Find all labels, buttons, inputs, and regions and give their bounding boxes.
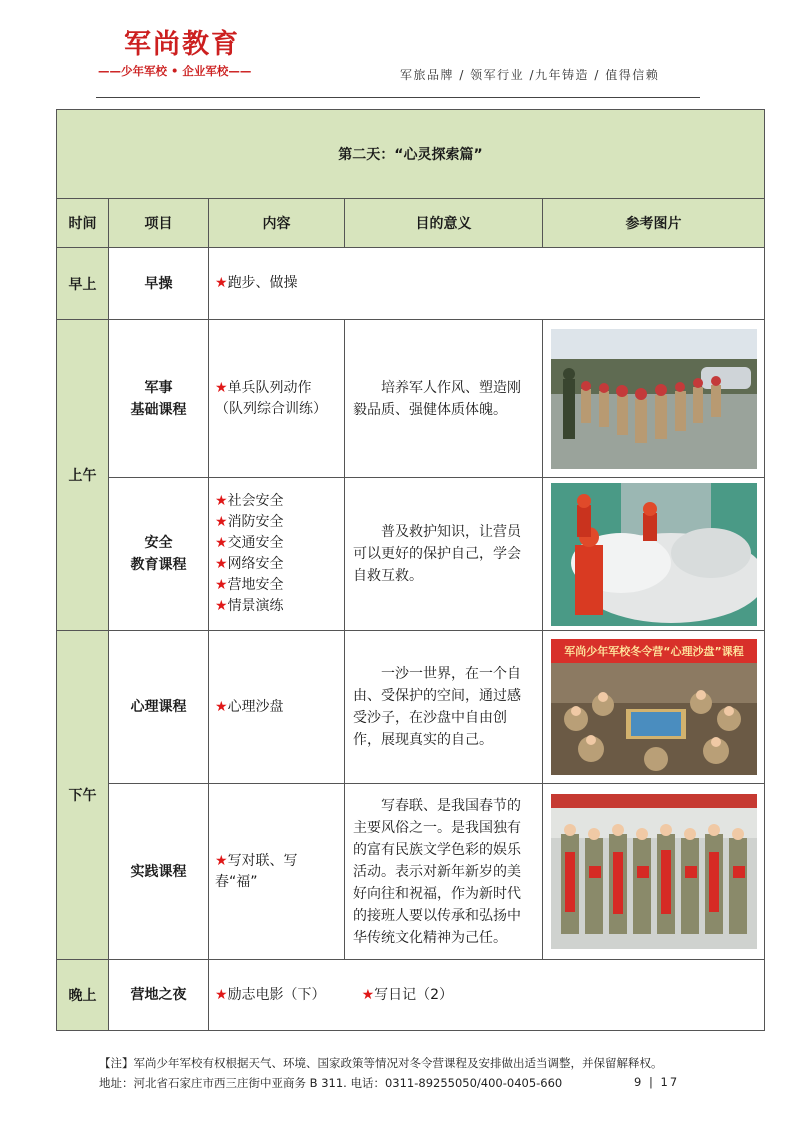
- star-icon: ★: [215, 698, 228, 715]
- item-label: [109, 478, 209, 631]
- content-text: 单兵队列动作: [227, 379, 312, 396]
- item-label: 营地之夜: [109, 960, 209, 1031]
- column-header: 内容: [209, 199, 345, 248]
- table-row: [57, 478, 765, 631]
- star-icon: ★: [215, 275, 228, 291]
- table-row: [57, 784, 765, 960]
- star-icon: ★: [215, 556, 228, 572]
- content-text: 励志电影（下）: [227, 986, 326, 1003]
- photo-military-drill: [551, 329, 757, 469]
- purpose-text: 一沙一世界，在一个自由、受保护的空间，通过感受沙子，在沙盘中自由创作，展现真实的自己。: [345, 631, 543, 784]
- photo-fire-drill: [551, 483, 757, 626]
- star-icon: ★: [361, 986, 375, 1003]
- item-label: [109, 320, 209, 478]
- reference-photo-cell: [543, 784, 765, 960]
- schedule-table: [56, 109, 765, 1031]
- period-label: 上午: [57, 320, 109, 631]
- reference-photo-cell: [543, 631, 765, 784]
- page-number: 9 | 17: [634, 1075, 680, 1089]
- content-cell: [209, 478, 345, 631]
- star-icon: ★: [215, 514, 228, 530]
- item-line: 安全: [144, 535, 173, 551]
- item-line: 基础课程: [130, 401, 187, 418]
- star-icon: ★: [215, 852, 228, 869]
- photo-sandplay: [551, 639, 757, 775]
- table-row: [57, 631, 765, 784]
- content-text: 营地安全: [227, 577, 284, 593]
- photo-banner-text: 军尚少年军校冬令营“心理沙盘”课程: [563, 645, 744, 658]
- item-line: 军事: [144, 379, 173, 396]
- content-text: 情景演练: [227, 598, 284, 614]
- content-text: 跑步、做操: [227, 275, 298, 291]
- column-header: 项目: [109, 199, 209, 248]
- content-text: （队列综合训练）: [215, 400, 327, 417]
- content-cell: [209, 320, 345, 478]
- table-title: 第二天：“心灵探索篇”: [57, 110, 765, 199]
- table-header-row: [57, 199, 765, 248]
- star-icon: ★: [215, 535, 228, 551]
- header-divider: [96, 97, 700, 98]
- reference-photo-cell: [543, 320, 765, 478]
- item-label: 早操: [109, 248, 209, 320]
- item-line: 教育课程: [130, 557, 187, 573]
- footer-address: 地址：河北省石家庄市西三庄街中亚商务 B 311. 电话：0311-89255050/400-0405-660: [99, 1076, 563, 1090]
- table-row: [57, 960, 765, 1031]
- star-icon: ★: [215, 577, 228, 593]
- content-cell: [209, 631, 345, 784]
- column-header: 参考图片: [543, 199, 765, 248]
- logo-title: 军尚教育: [124, 29, 240, 60]
- column-header: 目的意义: [345, 199, 543, 248]
- footer-note: 【注】军尚少年军校有权根据天气、环境、国家政策等情况对冬令营课程及安排做出适当调整，并保留解释权。: [99, 1056, 663, 1070]
- star-icon: ★: [215, 986, 228, 1003]
- purpose-text: 普及救护知识，让营员可以更好的保护自己，学会自救互救。: [345, 478, 543, 631]
- reference-photo-cell: [543, 478, 765, 631]
- star-icon: ★: [215, 598, 228, 614]
- star-icon: ★: [215, 493, 228, 509]
- photo-couplets: [551, 794, 757, 949]
- content-text: 网络安全: [227, 556, 284, 572]
- content-text: 交通安全: [227, 535, 284, 551]
- period-label: 早上: [57, 248, 109, 320]
- content-cell: [209, 248, 765, 320]
- item-label: 心理课程: [109, 631, 209, 784]
- period-label: 下午: [57, 631, 109, 960]
- purpose-text: 培养军人作风、塑造刚毅品质、强健体质体魄。: [345, 320, 543, 478]
- content-cell: [209, 784, 345, 960]
- content-cell: [209, 960, 765, 1031]
- content-text: 心理沙盘: [227, 698, 284, 715]
- table-row: [57, 320, 765, 478]
- content-text: 写对联、写春“福”: [215, 852, 298, 890]
- item-label: 实践课程: [109, 784, 209, 960]
- column-header: 时间: [57, 199, 109, 248]
- logo-subtitle: ——少年军校 • 企业军校——: [98, 64, 252, 78]
- content-text: 社会安全: [227, 493, 284, 509]
- star-icon: ★: [215, 379, 228, 396]
- content-text: 写日记（2）: [374, 986, 454, 1003]
- period-label: 晚上: [57, 960, 109, 1031]
- purpose-text: 写春联、是我国春节的主要风俗之一。是我国独有的富有民族文学色彩的娱乐活动。表示对新年新岁的美好向往和祝福，作为新时代的接班人要以传承和弘扬中华传统文化精神为己任。: [345, 784, 543, 960]
- header-slogan: 军旅品牌 / 领军行业 /九年铸造 / 值得信赖: [400, 68, 660, 82]
- table-row: [57, 248, 765, 320]
- content-text: 消防安全: [227, 514, 284, 530]
